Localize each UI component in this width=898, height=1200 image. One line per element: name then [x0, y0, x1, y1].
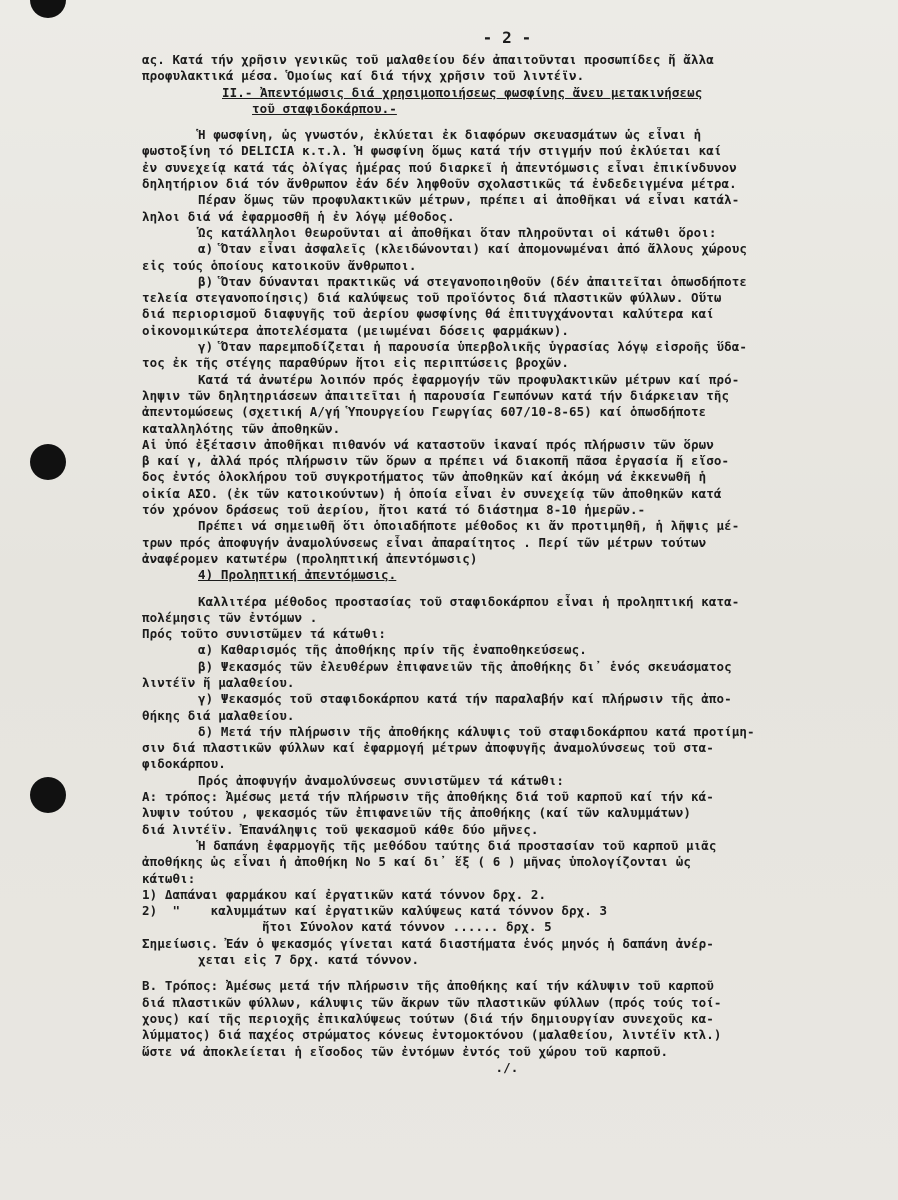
text-line: Πρός ἀποφυγήν ἀναμολύνσεως συνιστῶμεν τά κάτωθι:	[198, 772, 565, 788]
text-line: πολέμησις τῶν ἐντόμων .	[142, 609, 318, 625]
punch-hole-middle	[30, 444, 66, 480]
text-line: ληψιν τῶν δηλητηριάσεων ἀπαιτεῖται ἡ παρουσία Γεωπόνων κατά τήν διάρκειαν τῆς	[142, 387, 730, 403]
text-line: οἰκία ΑΣΟ. (ἐκ τῶν κατοικούντων) ἡ ὁποία εἶναι ἐν συνεχείᾳ τῶν ἀποθηκῶν κατά	[142, 485, 722, 501]
text-line: Πρέπει νά σημειωθῆ ὅτι ὁποιαδήποτε μέθοδος κι ἄν προτιμηθῆ, ἡ λῆψις μέ-	[198, 518, 740, 534]
text-line: τρων πρός ἀποφυγήν ἀναμολύνσεως εἶναι ἀπαραίτητος . Περί τῶν μέτρων τούτων	[142, 534, 707, 550]
text-line: τος ἐκ τῆς στέγης παραθύρων ἤτοι εἰς περιπτώσεις βροχῶν.	[142, 355, 570, 371]
text-line: Ὡς κατάλληλοι θεωροῦνται αἱ ἀποθῆκαι ὅταν πληροῦνται οἱ κάτωθι ὅροι:	[198, 224, 717, 240]
punch-hole-top	[30, 0, 66, 18]
list-item: δ) Μετά τήν πλήρωσιν τῆς ἀποθήκης κάλυψις τοῦ σταφιδοκάρπου κατά προτίμη-	[198, 723, 755, 739]
text-line: Πέραν ὅμως τῶν προφυλακτικῶν μέτρων, πρέπει αἱ ἀποθῆκαι νά εἶναι κατάλ-	[198, 192, 740, 208]
text-line: α) Ὅταν εἶναι ἀσφαλεῖς (κλειδώνονται) καί ἀπομονωμέναι ἀπό ἄλλους χώρους	[198, 241, 748, 257]
note-line: Σημείωσις. Ἐάν ὁ ψεκασμός γίνεται κατά διαστήματα ἑνός μηνός ἡ δαπάνη ἀνέρ-	[142, 935, 714, 951]
text-line: χους) καί τῆς περιοχῆς ἐπικαλύψεως τούτων (διά τήν δημιουργίαν συνεχοῦς κα-	[142, 1010, 714, 1026]
section-heading: ΙΙ.- Ἀπεντόμωσις διά χρησιμοποιήσεως φωσφίνης ἄνευ μετακινήσεως	[222, 84, 703, 100]
method-b-line: Β. Τρόπος: Ἀμέσως μετά τήν πλήρωσιν τῆς ἀποθήκης καί τήν κάλυψιν τοῦ καρποῦ	[142, 978, 714, 994]
text-line: φωστοξίνη τό DELICIA κ.τ.λ. Ἡ φωσφίνη ὅμως κατά τήν στιγμήν πού ἐκλύεται καί	[142, 143, 722, 159]
text-line: λιντέϊν ἤ μαλαθείου.	[142, 674, 295, 690]
text-line: οἰκονομικώτερα ἀποτελέσματα (μειωμέναι δόσεις φαρμάκων).	[142, 322, 570, 338]
text-line: ἀπεντομώσεως (σχετική Α/γή Ὑπουργείου Γεωργίας 607/10-8-65) καί ὁπωσδήποτε	[142, 404, 707, 420]
text-line: Αἱ ὑπό ἐξέτασιν ἀποθῆκαι πιθανόν νά καταστοῦν ἱκαναί πρός πλήρωσιν τῶν ὅρων	[142, 436, 714, 452]
text-line: Ἡ δαπάνη ἐφαρμογῆς τῆς μεθόδου ταύτης διά προστασίαν τοῦ καρποῦ μιᾶς	[198, 837, 717, 853]
text-line: εἰς τούς ὁποίους κατοικοῦν ἄνθρωποι.	[142, 257, 417, 273]
text-line: λύμματος) διά παχέος στρώματος κόνεως ἐντομοκτόνου (μαλαθείου, λιντέϊν κτλ.)	[142, 1027, 722, 1043]
section-heading: τοῦ σταφιδοκάρπου.-	[252, 100, 397, 116]
list-item: γ) Ψεκασμός τοῦ σταφιδοκάρπου κατά τήν παραλαβήν καί πλήρωσιν τῆς ἀπο-	[198, 691, 732, 707]
text-line: φιδοκάρπου.	[142, 756, 226, 772]
cost-line: 2) " καλυμμάτων καί ἐργατικῶν καλύψεως κατά τόννον δρχ. 3	[142, 903, 608, 919]
text-line: β καί γ, ἀλλά πρός πλήρωσιν τῶν ὅρων α πρέπει νά διακοπῆ πᾶσα ἐργασία ἤ εἴσο-	[142, 453, 730, 469]
section-heading: 4) Προληπτική ἀπεντόμωσις.	[198, 567, 397, 583]
text-line: προφυλακτικά μέσα. Ὁμοίως καί διά τήνχ χρῆσιν τοῦ λιντέϊν.	[142, 68, 585, 84]
text-line: δηλητήριον διά τόν ἄνθρωπον ἐάν δέν ληφθοῦν σχολαστικῶς τά ἐνδεδειγμένα μέτρα.	[142, 176, 737, 192]
text-line: Κατά τά ἀνωτέρω λοιπόν πρός ἐφαρμογήν τῶν προφυλακτικῶν μέτρων καί πρό-	[198, 371, 740, 387]
continuation-mark: ./.	[495, 1059, 519, 1075]
text-line: διά πλαστικῶν φύλλων, κάλυψις τῶν ἄκρων τῶν πλαστικῶν φύλλων (πρός τούς τοί-	[142, 994, 722, 1010]
text-line: ας. Κατά τήν χρῆσιν γενικῶς τοῦ μαλαθείου δέν ἀπαιτοῦνται προσωπίδες ἤ ἄλλα	[142, 52, 714, 67]
text-line: λυψιν τούτου , ψεκασμός τῶν ἐπιφανειῶν τῆς ἀποθήκης (καί τῶν καλυμμάτων)	[142, 805, 692, 821]
text-line: τελεία στεγανοποίησις) διά καλύψεως τοῦ προϊόντος διά πλαστικῶν φύλλων. Οὕτω	[142, 290, 722, 306]
text-line: β) Ὅταν δύνανται πρακτικῶς νά στεγανοποιηθοῦν (δέν ἀπαιτεῖται ὁπωσδήποτε	[198, 273, 748, 289]
page-number: - 2 -	[482, 28, 532, 47]
text-line: ἀναφέρομεν κατωτέρω (προληπτική ἀπεντόμωσις)	[142, 550, 478, 566]
list-item: β) Ψεκασμός τῶν ἐλευθέρων ἐπιφανειῶν τῆς ἀποθήκης δι᾽ ἑνός σκευάσματος	[198, 658, 732, 674]
text-line: καταλληλότης τῶν ἀποθηκῶν.	[142, 420, 341, 436]
text-line: θήκης διά μαλαθείου.	[142, 707, 295, 723]
text-line: ὥστε νά ἀποκλείεται ἡ εἴσοδος τῶν ἐντόμων ἐντός τοῦ χώρου τοῦ καρποῦ.	[142, 1043, 669, 1059]
text-line: διά περιορισμοῦ διαφυγῆς τοῦ ἀερίου φωσφίνης θά ἐπιτυγχάνονται καλύτερα καί	[142, 306, 714, 322]
cost-line: 1) Δαπάναι φαρμάκου καί ἐργατικῶν κατά τόννον δρχ. 2.	[142, 886, 547, 902]
text-line: Καλλιτέρα μέθοδος προστασίας τοῦ σταφιδοκάρπου εἶναι ἡ προληπτική κατα-	[198, 593, 740, 609]
text-line: ληλοι διά νά ἐφαρμοσθῆ ἡ ἐν λόγῳ μέθοδος.	[142, 208, 455, 224]
text-line: τόν χρόνον δράσεως τοῦ ἀερίου, ἤτοι κατά τό διάστημα 8-10 ἡμερῶν.-	[142, 502, 646, 518]
text-line: Πρός τοῦτο συνιστῶμεν τά κάτωθι:	[142, 626, 387, 642]
method-a-line: Α: τρόπος: Ἀμέσως μετά τήν πλήρωσιν τῆς ἀποθήκης διά τοῦ καρποῦ καί τήν κά-	[142, 789, 714, 805]
typed-text-block	[142, 30, 872, 1076]
text-line: ἐν συνεχείᾳ κατά τάς ὀλίγας ἡμέρας πού διαρκεῖ ἡ ἀπεντόμωσις εἶναι ἐπικίνδυνον	[142, 159, 737, 175]
list-item: α) Καθαρισμός τῆς ἀποθήκης πρίν τῆς ἐναποθηκεύσεως.	[198, 642, 587, 658]
punch-hole-lower	[30, 777, 66, 813]
text-line: ἀποθήκης ὡς εἶναι ἡ ἀποθήκη Νο 5 καί δι᾽ ἕξ ( 6 ) μῆνας ὑπολογίζονται ὡς	[142, 854, 692, 870]
text-line: Ἡ φωσφίνη, ὡς γνωστόν, ἐκλύεται ἐκ διαφόρων σκευασμάτων ὡς εἶναι ἡ	[198, 127, 702, 143]
text-line: γ) Ὅταν παρεμποδίζεται ἡ παρουσία ὑπερβολικῆς ὑγρασίας λόγῳ εἰσροῆς ὕδα-	[198, 339, 748, 355]
text-line: κάτωθι:	[142, 870, 196, 886]
text-line: διά λιντέϊν. Ἐπανάληψις τοῦ ψεκασμοῦ κάθε δύο μῆνες.	[142, 821, 539, 837]
text-line: δος ἐντός ὁλοκλήρου τοῦ συγκροτήματος τῶν ἀποθηκῶν καί ἀκόμη νά ἐκκενωθῆ ἡ	[142, 469, 707, 485]
text-line: χεται εἰς 7 δρχ. κατά τόννον.	[198, 952, 420, 968]
text-line: σιν διά πλαστικῶν φύλλων καί ἐφαρμογή μέτρων ἀποφυγῆς ἀναμολύνσεως τοῦ στα-	[142, 740, 714, 756]
cost-total-line: ἤτοι Σύνολον κατά τόννον ...... δρχ. 5	[262, 919, 552, 935]
